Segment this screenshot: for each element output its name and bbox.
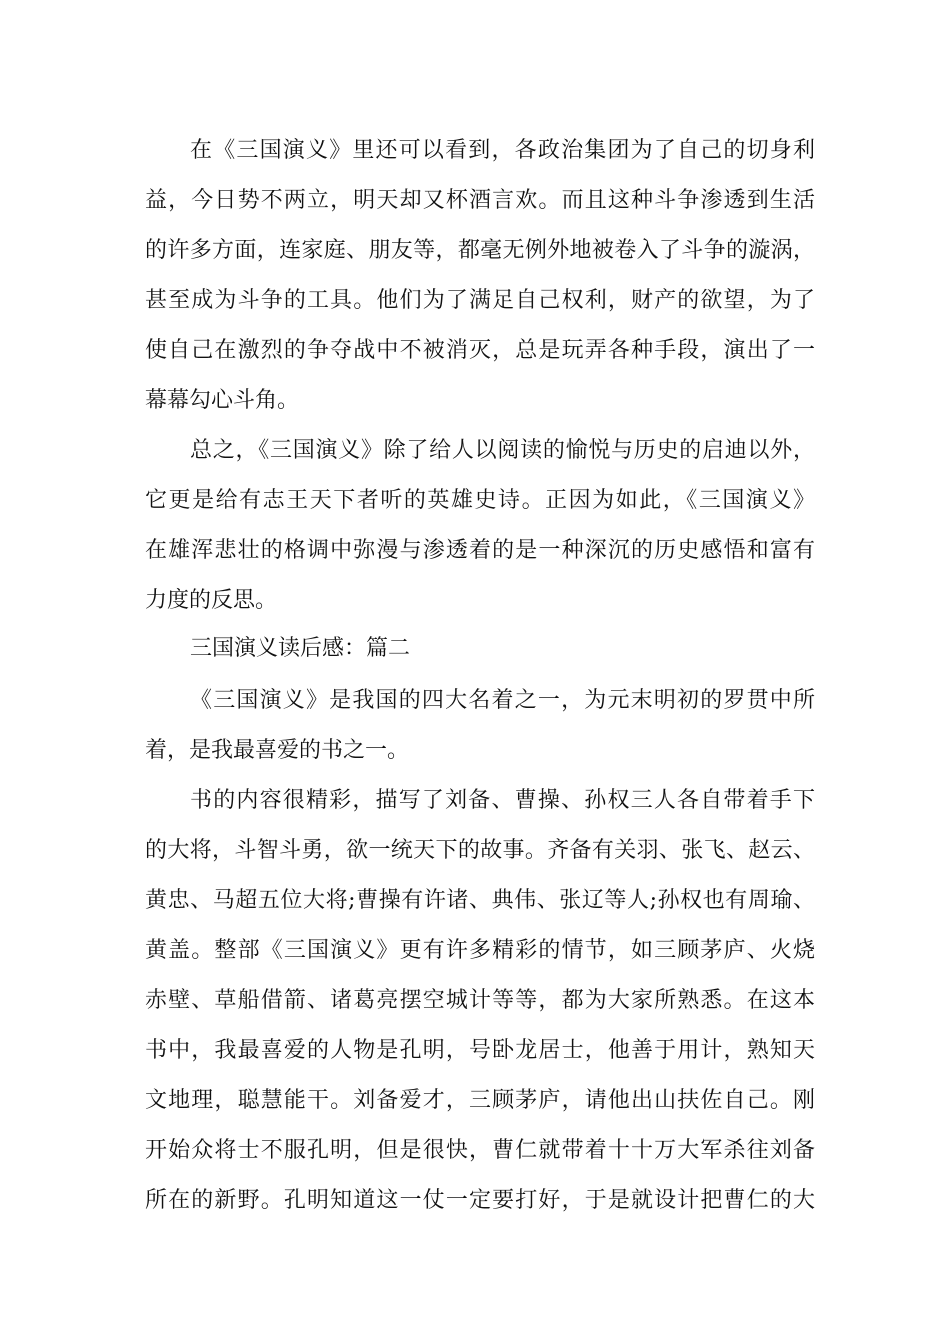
text-line: 黄忠、马超五位大将;曹操有许诸、典伟、张辽等人;孙权也有周瑜、 xyxy=(145,888,815,913)
text-line: 的大将，斗智斗勇，欲一统天下的故事。齐备有关羽、张飞、赵云、 xyxy=(145,838,815,863)
text-line: 所在的新野。孔明知道这一仗一定要打好，于是就设计把曹仁的大 xyxy=(145,1188,815,1213)
text-line: 书的内容很精彩，描写了刘备、曹操、孙权三人各自带着手下 xyxy=(190,788,815,813)
text-line: 文地理，聪慧能干。刘备爱才，三顾茅庐，请他出山扶佐自己。刚 xyxy=(145,1088,815,1113)
text-line: 赤壁、草船借箭、诸葛亮摆空城计等等，都为大家所熟悉。在这本 xyxy=(145,988,815,1013)
text-line: 益，今日势不两立，明天却又杯酒言欢。而且这种斗争渗透到生活 xyxy=(145,188,815,213)
text-line: 总之，《三国演义》除了给人以阅读的愉悦与历史的启迪以外， xyxy=(190,438,815,463)
section-heading: 三国演义读后感：篇二 xyxy=(190,636,411,661)
text-line: 《三国演义》是我国的四大名着之一，为元末明初的罗贯中所 xyxy=(190,688,815,713)
text-line: 力度的反思。 xyxy=(145,588,278,613)
text-line: 开始众将士不服孔明，但是很快，曹仁就带着十十万大军杀往刘备 xyxy=(145,1138,815,1163)
text-line: 的许多方面，连家庭、朋友等，都毫无例外地被卷入了斗争的漩涡， xyxy=(145,238,815,263)
text-line: 着，是我最喜爱的书之一。 xyxy=(145,738,410,763)
text-line: 在《三国演义》里还可以看到，各政治集团为了自己的切身利 xyxy=(190,138,815,163)
text-line: 黄盖。整部《三国演义》更有许多精彩的情节，如三顾茅庐、火烧 xyxy=(145,938,815,963)
text-line: 甚至成为斗争的工具。他们为了满足自己权利，财产的欲望，为了 xyxy=(145,288,815,313)
text-line: 使自己在激烈的争夺战中不被消灭，总是玩弄各种手段，演出了一 xyxy=(145,338,815,363)
text-line: 书中，我最喜爱的人物是孔明，号卧龙居士，他善于用计，熟知天 xyxy=(145,1038,815,1063)
text-line: 在雄浑悲壮的格调中弥漫与渗透着的是一种深沉的历史感悟和富有 xyxy=(145,538,815,563)
text-line: 幕幕勾心斗角。 xyxy=(145,388,300,413)
text-line: 它更是给有志王天下者听的英雄史诗。正因为如此，《三国演义》 xyxy=(145,488,815,513)
